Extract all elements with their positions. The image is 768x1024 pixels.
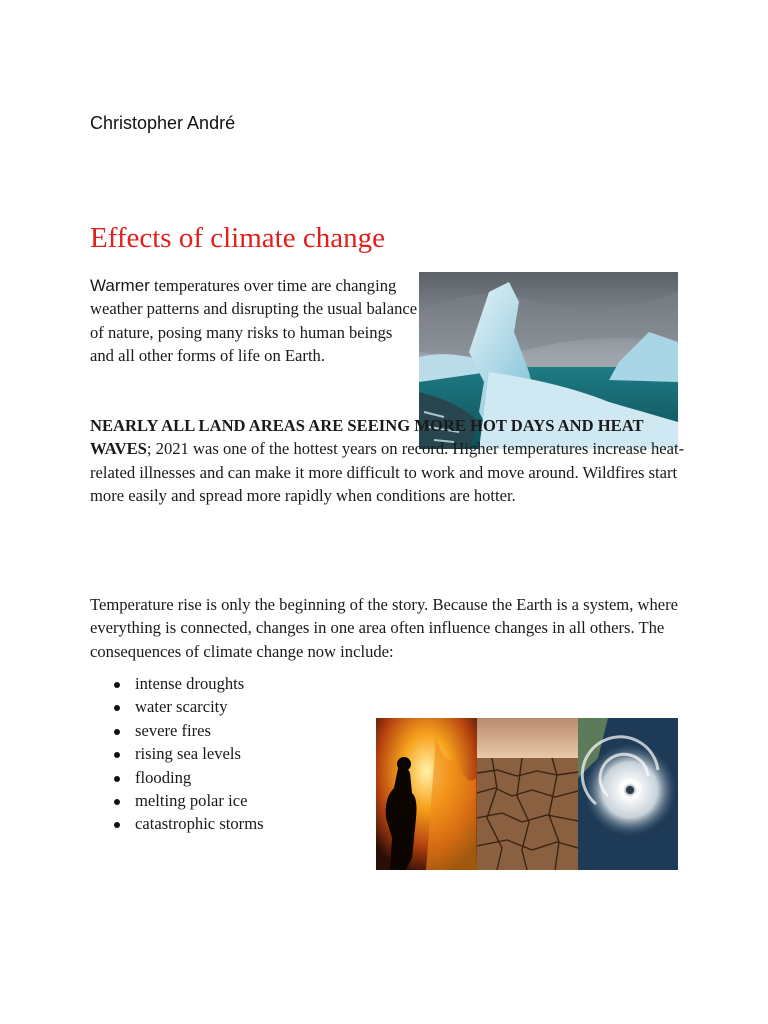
author-name: Christopher André (90, 113, 236, 133)
list-item: catastrophic storms (90, 812, 350, 835)
list-item: water scarcity (90, 695, 350, 718)
heat-heading: NEARLY ALL LAND AREAS ARE SEEING MORE HOT DAYS AND HEAT WAVES (90, 416, 644, 459)
bullet-icon (114, 752, 120, 758)
document-title: Effects of climate change (90, 222, 385, 254)
bullet-icon (114, 682, 120, 688)
bullet-icon (114, 822, 120, 828)
intro-rest: temperatures over time are changing weather patterns and disrupting the usual balance of nature, posing many risks to human beings and all other forms of life on Earth. (90, 276, 418, 366)
bullet-icon (114, 776, 120, 782)
list-item: flooding (90, 766, 350, 789)
heat-body: ; 2021 was one of the hottest years on record. Higher temperatures increase heat-related illnesses and can make it more difficult to work and move around. Wildfires start more easily and spread more rapidly when conditions are hotter. (90, 439, 685, 506)
wildfire-photo (376, 718, 477, 870)
list-item: severe fires (90, 719, 350, 742)
climate-collage (376, 718, 678, 870)
intro-lead-word: Warmer (90, 276, 150, 295)
list-item: melting polar ice (90, 789, 350, 812)
list-item: intense droughts (90, 672, 350, 695)
bullet-icon (114, 799, 120, 805)
system-paragraph: Temperature rise is only the beginning of the story. Because the Earth is a system, where everything is connected, changes in one area often influence changes in all others. The consequences of climate change now include: (90, 595, 679, 661)
intro-paragraph (90, 274, 420, 368)
consequences-list (90, 672, 350, 836)
bullet-icon (114, 729, 120, 735)
list-item: rising sea levels (90, 742, 350, 765)
bullet-icon (114, 705, 120, 711)
drought-cracked-earth-photo (477, 718, 578, 870)
heat-paragraph (90, 414, 690, 508)
hurricane-satellite-photo (578, 718, 678, 870)
